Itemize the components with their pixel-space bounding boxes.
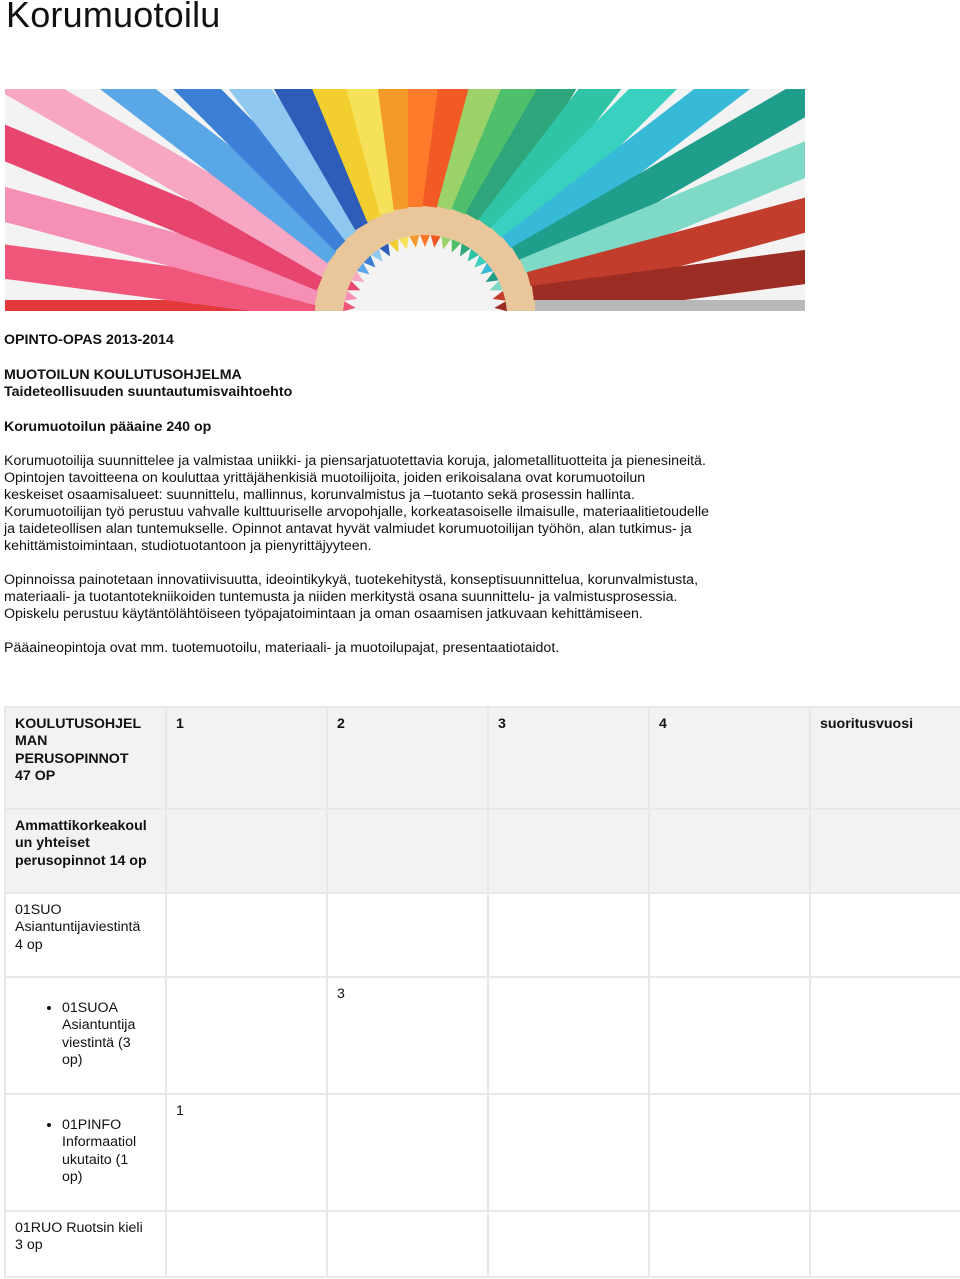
course-01suo-cell: 01SUO Asiantuntijaviestintä 4 op (5, 893, 166, 977)
table-row (5, 809, 960, 893)
header-program-cell: KOULUTUSOHJEL MAN PERUSOPINNOT 47 OP (5, 707, 166, 809)
credits-year-1: 1 (166, 1094, 327, 1211)
pencil-lead (431, 235, 441, 248)
program-heading: MUOTOILUN KOULUTUSOHJELMA (4, 367, 242, 383)
table-row (5, 1211, 960, 1277)
header-year-4: 4 (649, 707, 810, 809)
list-item: • 01SUOA Asiantuntija viestintä (3 op) (62, 1000, 156, 1070)
credits-year-2: 3 (327, 977, 488, 1094)
sub-course-list (6, 1117, 156, 1187)
pencil-lead (494, 301, 507, 311)
header-year-2: 2 (327, 707, 488, 809)
intro-paragraph: Korumuotoilija suunnittelee ja valmistaa uniikki- ja piensarjatuotettavia koruja, jalometallituotteita ja pienesineitä. Opintojen tavoitteena on kouluttaa yrittäjähenkisiä muotoilijoita, joiden erikoisalana ovat korumuotoilun keskeiset osaamisalueet: suunnittelu, mallinnus, korunvalmistus ja –tuotanto sekä prosessin hallinta. Korumuotoilijan työ perustuu vahvalle kulttuuriselle arvopohjalle, korkeatasoiselle ilmaisulle, materiaalitietoudelle ja taideteollisen alan tuntemukselle. Opinnot antavat hyvät valmiudet korumuotoilijan työhön, alan tutkimus- ja kehittämistoimintaan, studiotuotantoon ja pienyrittäjyyteen. (4, 453, 710, 554)
focus-paragraph: Opinnoissa painotetaan innovatiivisuutta, ideointikykyä, tuotekehitystä, konseptisuunnittelua, korunvalmistusta, materiaali- ja tuotantotekniikoiden tuntemusta ja niiden merkitystä osana suunnittelu- ja valmistusprosessia. Opiskelu perustuu käytäntölähtöiseen työpajatoimintaan ja oman osaamisen jatkuvaan kehittämiseen. (4, 572, 699, 622)
course-01ruo-cell: 01RUO Ruotsin kieli 3 op (5, 1211, 166, 1277)
guide-heading: OPINTO-OPAS 2013-2014 (4, 332, 174, 348)
table-row (5, 893, 960, 977)
major-heading: Korumuotoilun pääaine 240 op (4, 419, 212, 435)
table-row (5, 1094, 960, 1211)
table-header-row (5, 707, 960, 809)
major-studies-paragraph: Pääaineopintoja ovat mm. tuotemuotoilu, materiaali- ja muotoilupajat, presentaatiotaidot. (4, 640, 560, 656)
header-completion-year: suoritusvuosi (810, 707, 960, 809)
pencil-lead (409, 235, 419, 248)
header-year-3: 3 (488, 707, 649, 809)
course-01suoa-cell (5, 977, 166, 1094)
list-item: • 01PINFO Informaatiol ukutaito (1 op) (62, 1117, 156, 1187)
hero-image-colored-pencils (5, 89, 805, 311)
course-01pinfo-cell (5, 1094, 166, 1211)
track-heading: Taideteollisuuden suuntautumisvaihtoehto (4, 384, 293, 400)
sub-course-list (6, 1000, 156, 1070)
pencil-body (535, 300, 805, 311)
pencil-lead (343, 301, 356, 311)
table-row (5, 977, 960, 1094)
common-studies-cell: Ammattikorkeakoul un yhteiset perusopinnot 14 op (5, 809, 166, 893)
pencil-lead (420, 235, 430, 247)
page-title: Korumuotoilu (6, 0, 221, 35)
curriculum-table (4, 706, 960, 1278)
header-year-1: 1 (166, 707, 327, 809)
